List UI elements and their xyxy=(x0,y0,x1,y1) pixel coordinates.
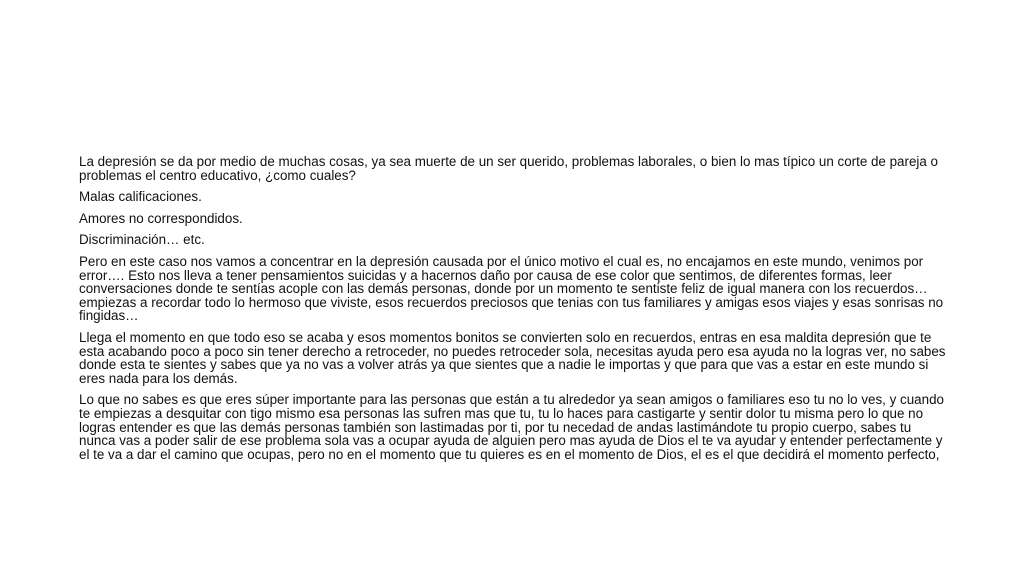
paragraph-importance: Lo que no sabes es que eres súper importante para las personas que están a tu alrededor ya sean amigos o familiares eso tu no lo ves, y cuando te empiezas a desquitar con tigo mismo esa personas las sufren mas que tu, tu lo haces para castigarte y sentir dolor tu misma pero lo que no logras entender es que las demás personas también son lastimadas por ti, por tu necedad de andas lastimándote tu propio cuerpo, sabes tu nunca vas a poder salir de ese problema sola vas a ocupar ayuda de alguien pero mas ayuda de Dios el te va ayudar y entender perfectamente y el te va a dar el camino que ocupas, pero no en el momento que tu quieres es en el momento de Dios, el es el que decidirá el momento perfecto, xyxy=(79,392,944,462)
paragraph-moment: Llega el momento en que todo eso se acaba y esos momentos bonitos se convierten solo en recuerdos, entras en esa maldita depresión que te esta acabando poco a poco sin tener derecho a retroceder, no puedes retroceder sola, necesitas ayuda pero esa ayuda no la logras ver, no sabes donde esta te sientes y sabes que ya no vas a volver atrás ya que sientes que a nadie le importas y que para que vas a estar en este mundo si eres nada para los demás. xyxy=(79,329,946,386)
paragraph-intro: La depresión se da por medio de muchas cosas, ya sea muerte de un ser querido, problemas laborales, o bien lo mas típico un corte de pareja o problemas el centro educativo, ¿como cuales? xyxy=(79,154,938,183)
paragraph-bad-grades: Malas calificaciones. xyxy=(79,189,202,205)
slide-body-text xyxy=(79,155,951,469)
paragraph-unrequited-love: Amores no correspondidos. xyxy=(79,210,243,226)
paragraph-focus: Pero en este caso nos vamos a concentrar en la depresión causada por el único motivo el cual es, no encajamos en este mundo, venimos por error…. Esto nos lleva a tener pensamientos suicidas y a hacernos daño por causa de ese color que sentimos, de diferentes formas, leer conversaciones donde te sentías acople con las demás personas, donde por un momento te sentiste feliz de igual manera con los recuerdos… empiezas a recordar todo lo hermoso que viviste, esos recuerdos preciosos que tenias con tus familiares y amigas esos viajes y esas sonrisas no fingidas… xyxy=(79,253,944,324)
paragraph-discrimination: Discriminación… etc. xyxy=(79,232,205,248)
